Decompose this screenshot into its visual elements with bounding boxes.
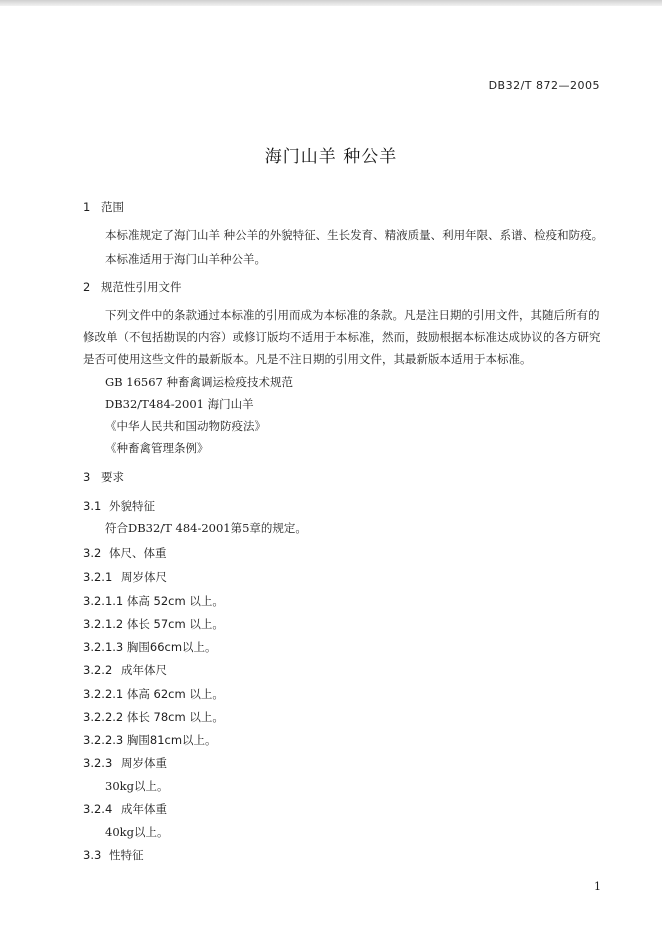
heading-3-2-3 — [83, 755, 167, 771]
heading-3-2 — [83, 545, 167, 561]
heading-3-3-title: 性特征 — [109, 848, 144, 862]
heading-3-2-2-title: 成年体尺 — [121, 663, 167, 677]
yearling-weight-value: 30kg以上。 — [105, 779, 169, 793]
heading-3-2-4-title: 成年体重 — [121, 802, 167, 816]
heading-3-2-1 — [83, 569, 167, 585]
normative-paragraph-line-3: 是否可使用这些文件的最新版本。凡是不注日期的引用文件，其最新版本适用于本标准。 — [83, 352, 532, 366]
standard-code: DB32/T 872—2005 — [488, 79, 600, 92]
page-number: 1 — [594, 880, 601, 893]
heading-3 — [83, 469, 124, 485]
heading-3-3-number: 3.3 — [83, 848, 102, 862]
scope-paragraph-2: 本标准适用于海门山羊种公羊。 — [105, 252, 266, 266]
heading-2-number: 2 — [83, 280, 91, 294]
heading-3-2-3-number: 3.2.3 — [83, 756, 113, 770]
reference-item: 《种畜禽管理条例》 — [105, 441, 209, 455]
heading-3-1-title: 外貌特征 — [109, 499, 155, 513]
heading-3-1 — [83, 498, 155, 514]
heading-2-title: 规范性引用文件 — [101, 280, 182, 294]
scope-paragraph-1: 本标准规定了海门山羊 种公羊的外貌特征、生长发育、精液质量、利用年限、系谱、检疫和防疫。 — [105, 228, 604, 242]
heading-3-2-1-number: 3.2.1 — [83, 570, 113, 584]
heading-3-3 — [83, 847, 144, 863]
clause-3-2-2-2: 3.2.2.2 体长 78cm 以上。 — [83, 710, 224, 724]
clause-3-2-1-1: 3.2.1.1 体高 52cm 以上。 — [83, 594, 224, 608]
heading-3-title: 要求 — [101, 470, 124, 484]
heading-3-2-4 — [83, 801, 167, 817]
heading-1-number: 1 — [83, 200, 91, 214]
clause-3-2-2-1: 3.2.2.1 体高 62cm 以上。 — [83, 687, 224, 701]
heading-3-number: 3 — [83, 470, 91, 484]
document-title: 海门山羊 种公羊 — [264, 147, 398, 167]
adult-weight-value: 40kg以上。 — [105, 825, 169, 839]
heading-3-2-4-number: 3.2.4 — [83, 802, 113, 816]
reference-item: 《中华人民共和国动物防疫法》 — [105, 419, 266, 433]
heading-3-2-number: 3.2 — [83, 546, 102, 560]
heading-1 — [83, 199, 124, 215]
heading-1-title: 范围 — [101, 200, 124, 214]
scan-top-edge — [0, 0, 662, 6]
heading-3-2-2 — [83, 662, 167, 678]
appearance-paragraph: 符合DB32/T 484-2001第5章的规定。 — [105, 521, 307, 535]
clause-3-2-1-2: 3.2.1.2 体长 57cm 以上。 — [83, 617, 224, 631]
reference-item: DB32/T484-2001 海门山羊 — [105, 397, 254, 411]
heading-2 — [83, 279, 182, 295]
clause-3-2-2-3: 3.2.2.3 胸围81cm以上。 — [83, 733, 217, 747]
normative-paragraph-line-1: 下列文件中的条款通过本标准的引用而成为本标准的条款。凡是注日期的引用文件，其随后所有的 — [105, 308, 600, 322]
heading-3-2-2-number: 3.2.2 — [83, 663, 113, 677]
heading-3-2-3-title: 周岁体重 — [121, 756, 167, 770]
normative-paragraph-line-2: 修改单（不包括勘误的内容）或修订版均不适用于本标准，然而，鼓励根据本标准达成协议的各方研究 — [83, 330, 601, 344]
heading-3-1-number: 3.1 — [83, 499, 102, 513]
heading-3-2-title: 体尺、体重 — [109, 546, 167, 560]
heading-3-2-1-title: 周岁体尺 — [121, 570, 167, 584]
reference-item: GB 16567 种畜禽调运检疫技术规范 — [105, 375, 294, 389]
clause-3-2-1-3: 3.2.1.3 胸围66cm以上。 — [83, 640, 217, 654]
